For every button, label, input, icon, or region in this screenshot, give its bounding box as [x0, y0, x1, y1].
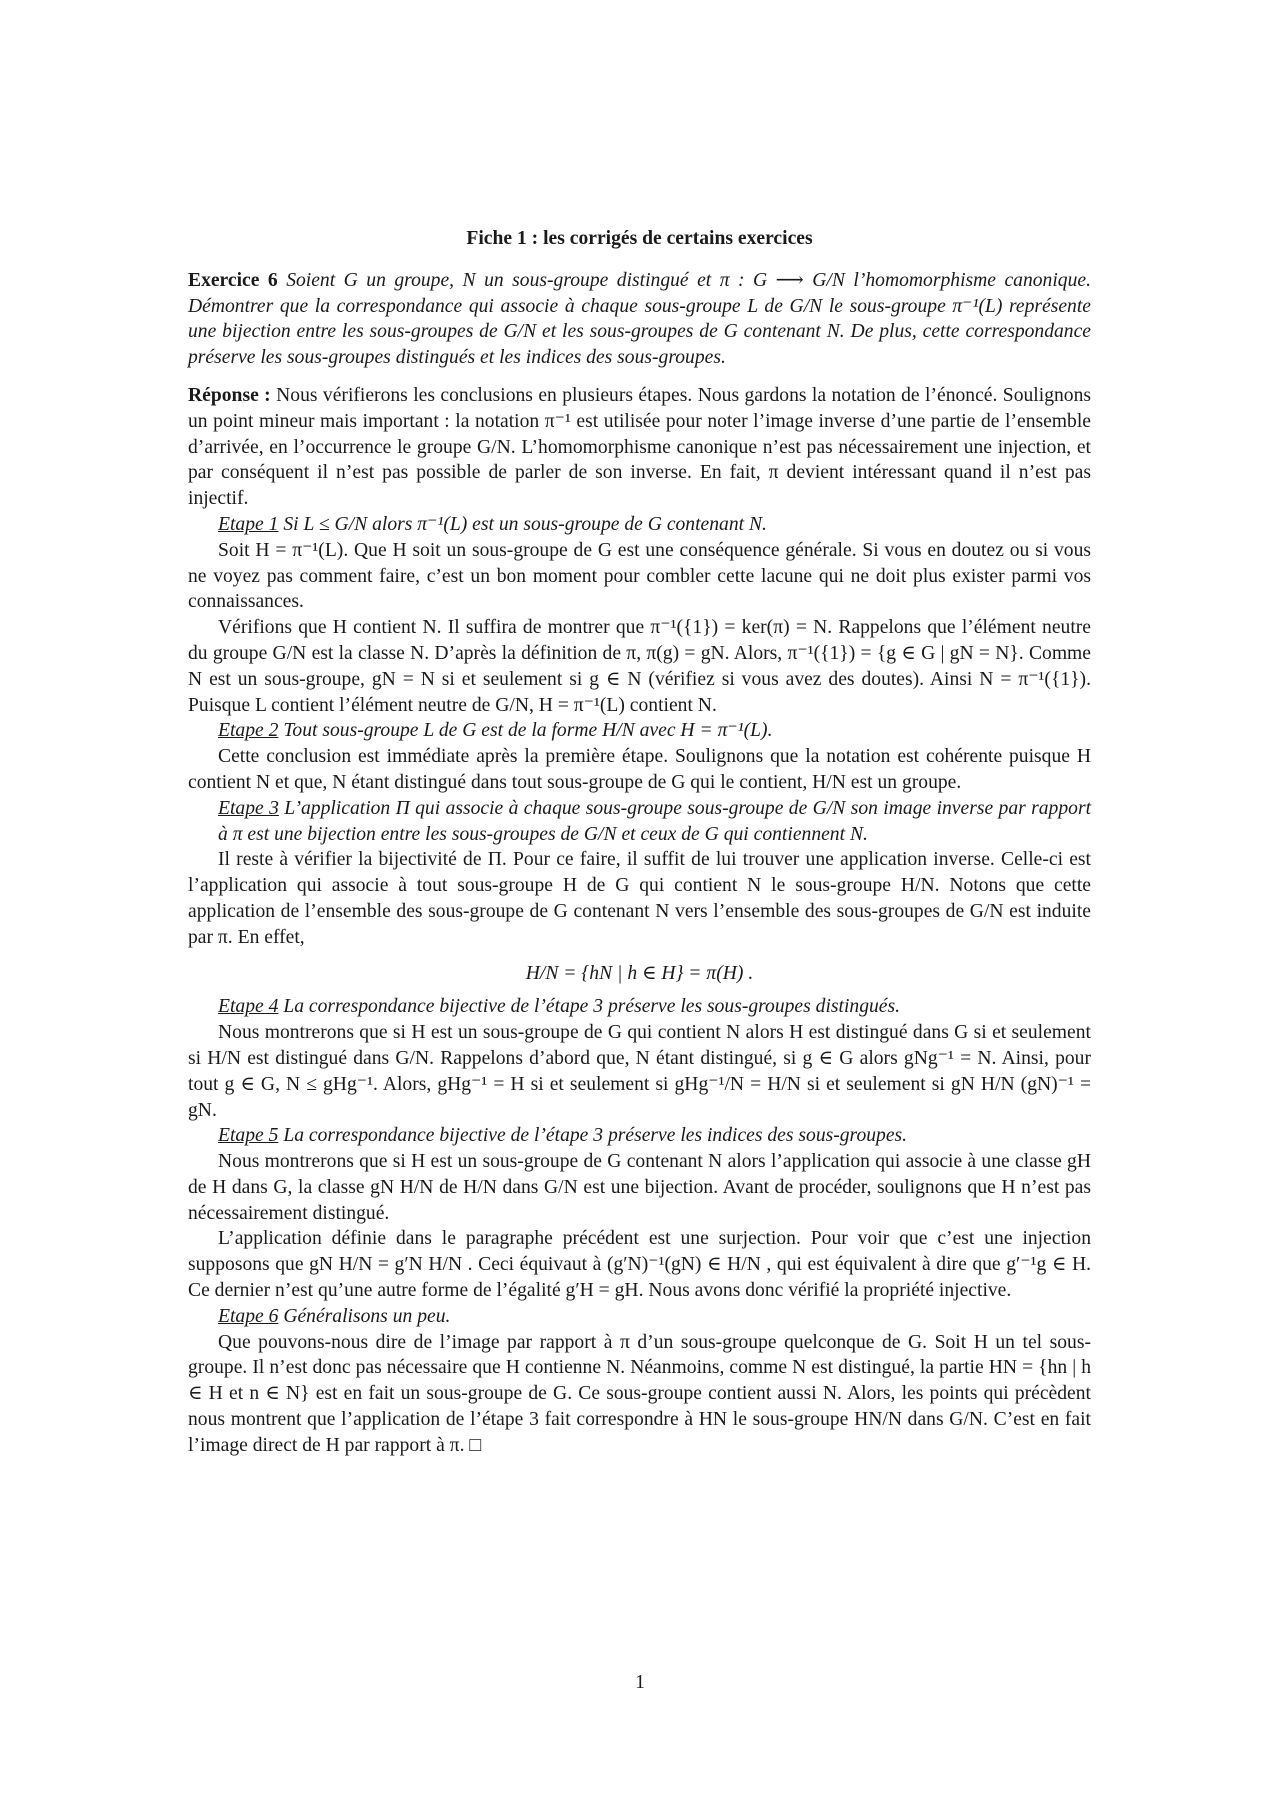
exercise-text: Soient G un groupe, N un sous-groupe distingué et π : G ⟶ G/N l’homomorphisme canonique. Démontrer que la correspondance qui associe à chaque sous-groupe L de G/N le sous-groupe π⁻¹(L) représente une bijection entre les sous-groupes de G/N et les sous-groupes de G contenant N. De plus, cette correspondance préserve les sous-groupes distingués et les indices des sous-groupes.: [188, 269, 1091, 369]
page-number: 1: [635, 1672, 645, 1693]
step-2-heading: [188, 718, 1091, 744]
step-1-heading: [188, 512, 1091, 538]
step-1-paragraph: Vérifions que H contient N. Il suffira de montrer que π⁻¹({1}) = ker(π) = N. Rappelons que l’élément neutre du groupe G/N est la classe N. D’après la définition de π, π(g) = gN. Alors, π⁻¹({1}) = {g ∈ G | gN = N}. Comme N est un sous-groupe, gN = N si et seulement si g ∈ N (vérifiez si vous avez des doutes). Ainsi N = π⁻¹({1}). Puisque L contient l’élément neutre de G/N, H = π⁻¹(L) contient N.: [188, 617, 1091, 716]
step-3-heading: [188, 796, 1091, 848]
step-2-label: Etape 2: [218, 720, 279, 742]
step-5-paragraph: L’application définie dans le paragraphe précédent est une surjection. Pour voir que c’est une injection supposons que gN H/N = g′N H/N . Ceci équivaut à (g′N)⁻¹(gN) ∈ H/N , qui est équivalent à dire que g′⁻¹g ∈ H. Ce dernier n’est qu’une autre forme de l’égalité g′H = gH. Nous avons donc vérifié la propriété injective.: [188, 1228, 1091, 1302]
step-4-title: La correspondance bijective de l’étape 3 préserve les sous-groupes distingués.: [283, 996, 901, 1018]
answer-intro: [188, 383, 1091, 512]
step-2-title: Tout sous-groupe L de G est de la forme H/N avec H = π⁻¹(L).: [283, 720, 773, 742]
step-3-label: Etape 3: [218, 797, 279, 819]
answer-label: Réponse :: [188, 384, 271, 406]
display-equation: H/N = {hN | h ∈ H} = π(H) .: [525, 962, 754, 984]
answer-intro-text: Nous vérifierons les conclusions en plusieurs étapes. Nous gardons la notation de l’énoncé. Soulignons un point mineur mais important : la notation π⁻¹ est utilisée pour noter l’image inverse d’une partie de l’ensemble d’arrivée, en l’occurrence le groupe G/N. L’homomorphisme canonique n’est pas nécessairement une injection, et par conséquent il n’est pas possible de parler de son inverse. En fait, π devient intéressant quand il n’est pas injectif.: [188, 384, 1092, 510]
step-3-paragraph: Il reste à vérifier la bijectivité de Π. Pour ce faire, il suffit de lui trouver une application inverse. Celle-ci est l’application qui associe à tout sous-groupe H de G qui contient N le sous-groupe H/N. Notons que cette application de l’ensemble des sous-groupe de G contenant N vers l’ensemble des sous-groupes de G/N est induite par π. En effet,: [188, 849, 1091, 948]
step-4-heading: [188, 994, 1091, 1020]
document-title: Fiche 1 : les corrigés de certains exercices: [466, 228, 813, 249]
step-6-title: Généralisons un peu.: [283, 1305, 451, 1327]
step-1-paragraph: Soit H = π⁻¹(L). Que H soit un sous-groupe de G est une conséquence générale. Si vous en doutez ou si vous ne voyez pas comment faire, c’est un bon moment pour combler cette lacune qui ne doit plus exister parmi vos connaissances.: [188, 539, 1091, 613]
step-4-paragraph: Nous montrerons que si H est un sous-groupe de G qui contient N alors H est distingué dans G si et seulement si H/N est distingué dans G/N. Rappelons d’abord que, N étant distingué, si g ∈ G alors gNg⁻¹ = N. Ainsi, pour tout g ∈ G, N ≤ gHg⁻¹. Alors, gHg⁻¹ = H si et seulement si gHg⁻¹/N = H/N si et seulement si gN H/N (gN)⁻¹ = gN.: [188, 1022, 1091, 1121]
step-5-label: Etape 5: [218, 1125, 279, 1147]
step-6-paragraph: Que pouvons-nous dire de l’image par rapport à π d’un sous-groupe quelconque de G. Soit H un tel sous-groupe. Il n’est donc pas nécessaire que H contienne N. Néanmoins, comme N est distingué, la partie HN = {hn | h ∈ H et n ∈ N} est en fait un sous-groupe de G. Ce sous-groupe contient aussi N. Alors, les points qui précèdent nous montrent que l’application de l’étape 3 fait correspondre à HN le sous-groupe HN/N dans G/N. C’est en fait l’image direct de H par rapport à π. □: [188, 1331, 1091, 1456]
step-6-label: Etape 6: [218, 1305, 279, 1327]
step-1-label: Etape 1: [218, 513, 279, 535]
step-2-paragraph: Cette conclusion est immédiate après la première étape. Soulignons que la notation est cohérente puisque H contient N et que, N étant distingué dans tout sous-groupe de G qui le contient, H/N est un groupe.: [188, 746, 1091, 793]
step-6-heading: [188, 1304, 1091, 1330]
document-body: [188, 226, 1091, 1459]
step-5-heading: [188, 1123, 1091, 1149]
step-1-title: Si L ≤ G/N alors π⁻¹(L) est un sous-groupe de G contenant N.: [283, 513, 767, 535]
step-3-title: L’application Π qui associe à chaque sous-groupe sous-groupe de G/N son image inverse par rapport à π est une bijection entre les sous-groupes de G/N et ceux de G qui contiennent N.: [218, 797, 1092, 845]
exercise-statement: [188, 268, 1091, 371]
exercise-label: Exercice 6: [188, 269, 278, 291]
step-4-label: Etape 4: [218, 996, 279, 1018]
step-5-paragraph: Nous montrerons que si H est un sous-groupe de G contenant N alors l’application qui associe à une classe gH de H dans G, la classe gN H/N de H/N dans G/N est une bijection. Avant de procéder, soulignons que H n’est pas nécessairement distingué.: [188, 1151, 1091, 1224]
step-5-title: La correspondance bijective de l’étape 3 préserve les indices des sous-groupes.: [283, 1125, 908, 1147]
